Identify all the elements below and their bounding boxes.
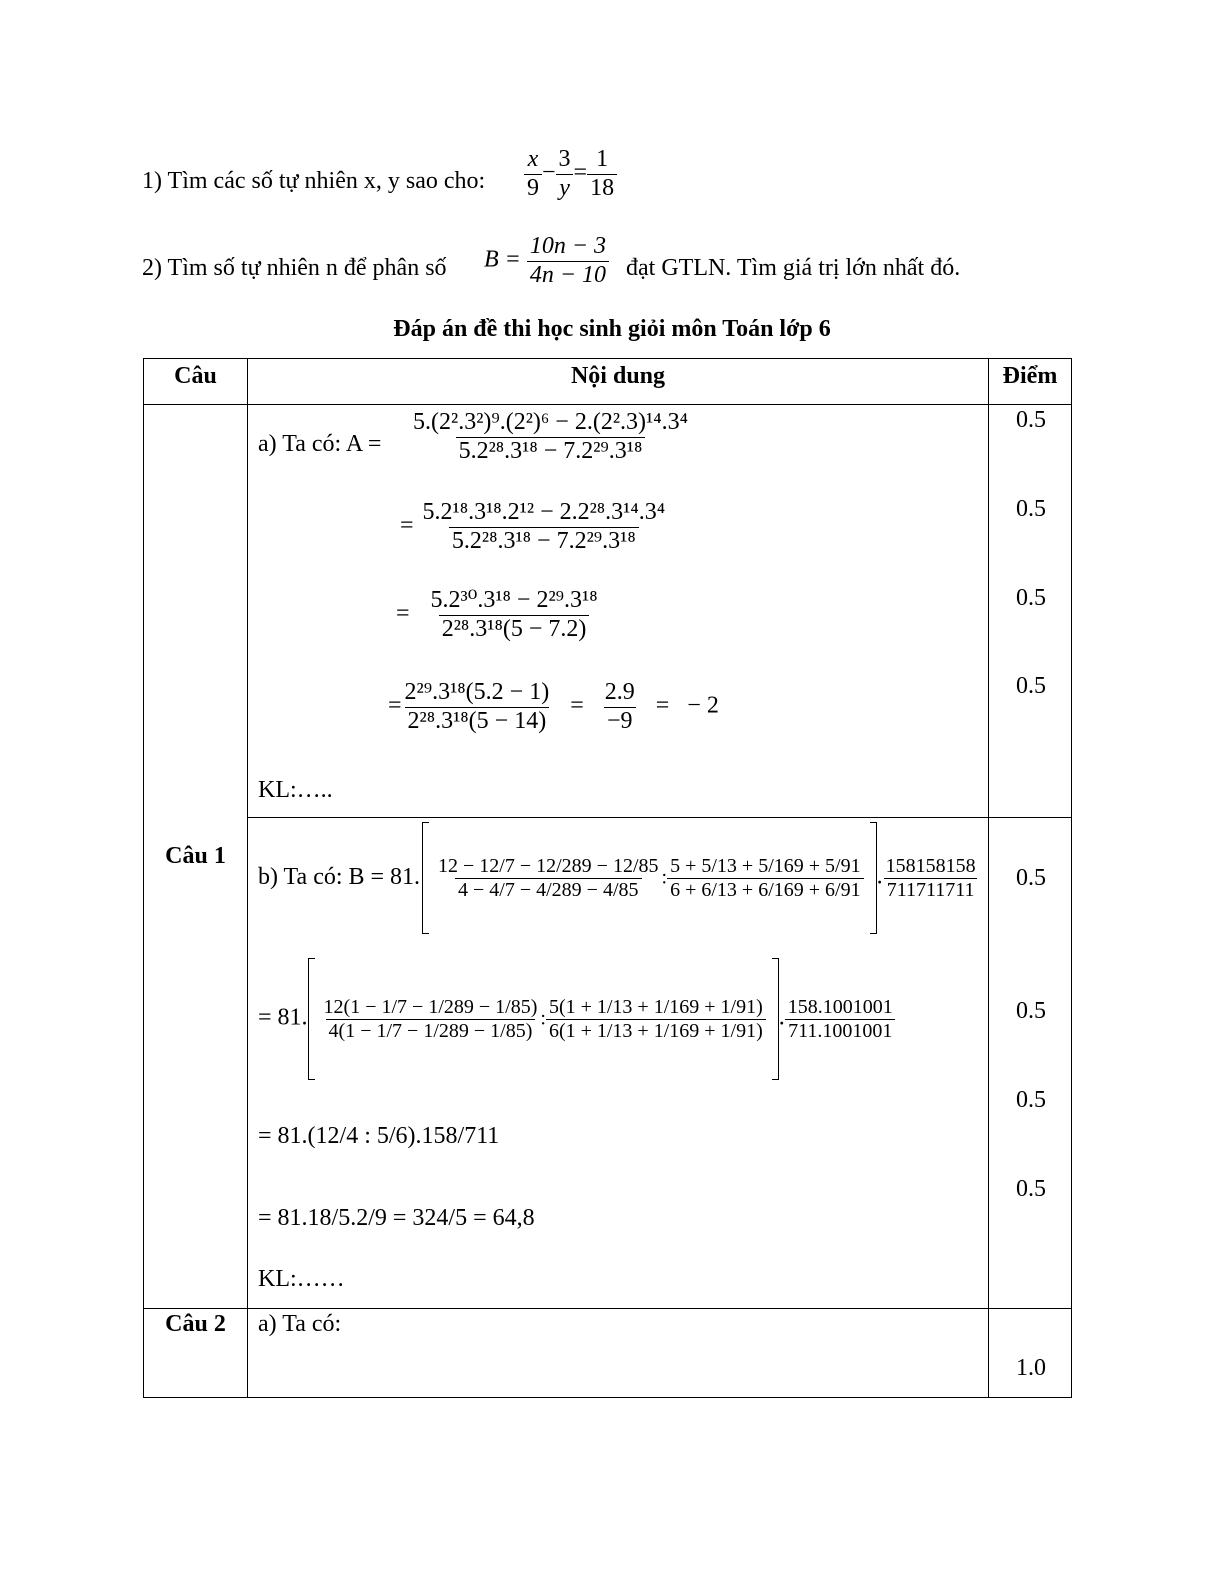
point-value: 0.5 [1016,1087,1046,1113]
part-b-line-2: = 81. $\frac{12(1 - 1/7 - 1/289 - 1/85)}{4(1 - 1/7 - 1/289 - 1/85)}$ : $\frac{5(1 + 1/13 + 1/169 + 1/91)}{6(1 + 1/13 + 1/169 + 1/91)}$ . $\frac{158.1001001}{711.1001001}$ [258,958,896,1080]
part-a-lead: a) Ta có: A = [258,431,382,457]
content-1b [248,818,989,1309]
header-question: Câu [144,359,248,405]
point-value: 0.5 [1016,585,1046,611]
problem-1-equation: $\frac{x}{9}$ − $\frac{3}{y}$ = $\frac{1}{18}$ [524,146,617,202]
point-value: 0.5 [1016,407,1046,433]
answer-title: Đáp án đề thi học sinh giỏi môn Toán lớp 6 [393,316,831,342]
question-label-2: Câu 2 [144,1309,248,1398]
question-label-1: Câu 1 [144,405,248,1309]
point-value: 0.5 [1016,865,1046,891]
points-2 [989,1309,1072,1398]
part-a-conclusion: KL:….. [258,777,333,803]
part-b-lead: b) Ta có: B = 81. [258,864,421,890]
part-a-line-2: = $\frac{\text{5.2¹⁸.3¹⁸.2¹² − 2.2²⁸.3¹⁴.3⁴}}{\text{5.2²⁸.3¹⁸ − 7.2²⁹.3¹⁸}}$ [400,499,666,554]
part-a-line-1: $\frac{\text{5.(2².3²)⁹.(2²)⁶ − 2.(2².3)¹⁴.3⁴}}{\text{5.2²⁸.3¹⁸ − 7.2²⁹.3¹⁸}}$ [413,409,688,464]
problem-1-text: 1) Tìm các số tự nhiên x, y sao cho: [142,168,486,194]
header-points: Điểm [989,359,1072,405]
content-1a [248,405,989,818]
part-b-line-3: = 81.(12/4 : 5/6).158/711 [258,1123,500,1149]
point-value: 0.5 [1016,998,1046,1024]
part-b-line-1: $\frac{12 - 12/7 - 12/289 - 12/85}{4 - 4/7 - 4/289 - 4/85}$ : $\frac{5 + 5/13 + 5/169 + 5/91}{6 + 6/13 + 6/169 + 6/91}$ . $\frac{158158158}{711711711}$ [422,822,979,934]
part-b-line-4: = 81.18/5.2/9 = 324/5 = 64,8 [258,1205,535,1231]
header-content: Nội dung [248,359,989,405]
point-value: 0.5 [1016,1176,1046,1202]
part-a-line-4: = $\frac{\text{2²⁹.3¹⁸(5.2 − 1)}}{\text{2²⁸.3¹⁸(5 − 14)}}$ = $\frac{2.9}{-9}$ = − 2 [388,679,719,734]
point-value: 0.5 [1016,673,1046,699]
content-2 [248,1309,989,1398]
part-2a-lead: a) Ta có: [258,1311,342,1337]
problem-2-rest: đạt GTLN. Tìm giá trị lớn nhất đó. [626,255,961,281]
problem-2-formula: B = $\frac{10n - 3}{4n - 10}$ [484,233,609,289]
part-b-conclusion: KL:…… [258,1266,345,1292]
point-value: 0.5 [1016,496,1046,522]
points-1a [989,405,1072,818]
part-a-line-3: = $\frac{\text{5.2³⁰.3¹⁸ − 2²⁹.3¹⁸}}{\text{2²⁸.3¹⁸(5 − 7.2)}}$ [396,587,598,642]
points-1b [989,818,1072,1309]
answer-table [143,358,1072,1398]
point-value: 1.0 [1016,1355,1046,1381]
problem-2-text: 2) Tìm số tự nhiên n để phân số [142,255,447,281]
